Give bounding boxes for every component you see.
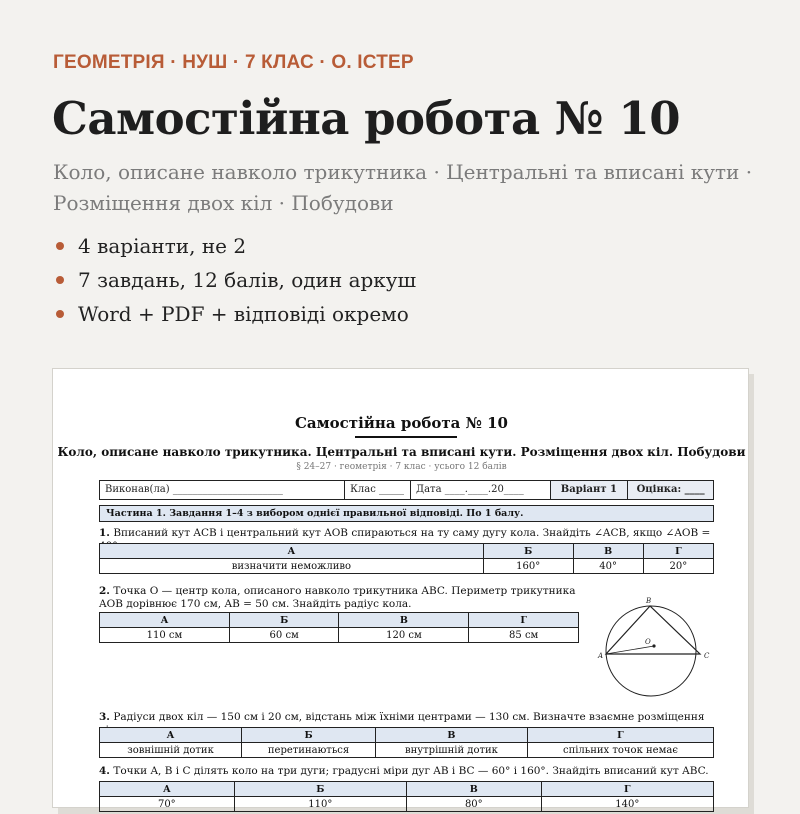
title-underline: [355, 436, 457, 438]
grade-field: Оцінка: ____: [628, 481, 713, 499]
page-title: Самостійна робота № 10: [52, 92, 681, 145]
answer-table-4: [99, 781, 714, 812]
question-number: 3.: [99, 711, 110, 723]
option-value: 140°: [541, 797, 713, 812]
worksheet-preview: [52, 368, 749, 808]
feature-item: [56, 232, 416, 266]
feature-text: 7 завдань, 12 балів, один аркуш: [78, 268, 417, 292]
option-header: В: [375, 728, 527, 743]
option-header: Г: [527, 728, 713, 743]
feature-list: [56, 232, 416, 334]
part1-heading: Частина 1. Завдання 1–4 з вибором однієї правильної відповіді. По 1 балу.: [99, 505, 714, 522]
option-value: 110°: [234, 797, 406, 812]
bullet-dot-icon: [56, 242, 64, 250]
label-a: A: [598, 652, 604, 660]
option-value: 80°: [406, 797, 541, 812]
option-value: перетинаються: [242, 743, 376, 758]
option-header: А: [100, 544, 484, 559]
option-value: 60 см: [229, 628, 339, 643]
question-number: 4.: [99, 765, 110, 777]
question-number: 1.: [99, 527, 110, 539]
feature-text: Word + PDF + відповіді окремо: [78, 302, 409, 326]
question-number: 2.: [99, 585, 110, 597]
option-value: спільних точок немає: [527, 743, 713, 758]
option-header: Г: [541, 782, 713, 797]
option-header: А: [100, 613, 230, 628]
feature-item: [56, 266, 416, 300]
option-header: В: [339, 613, 469, 628]
segment-ao: [606, 646, 654, 654]
option-value: визначити неможливо: [100, 559, 484, 574]
feature-item: [56, 300, 416, 334]
label-c: C: [704, 652, 710, 660]
option-header: Г: [469, 613, 579, 628]
class-field: Клас _____: [345, 481, 411, 499]
sheet-meta: § 24–27 · геометрія · 7 клас · усього 12 балів: [296, 462, 507, 472]
option-header: А: [100, 728, 242, 743]
question-text: Точка O — центр кола, описаного навколо трикутника ABC. Периметр трикутника AOB дорівнює 170 см, AB = 50 см. Знайдіть радіус кола.: [99, 585, 576, 610]
option-header: Б: [483, 544, 573, 559]
option-value: 85 см: [469, 628, 579, 643]
variant-label: Варіант 1: [551, 481, 629, 499]
student-info-bar: [99, 480, 714, 500]
answer-table-2: [99, 612, 579, 643]
date-field: Дата ____.____.20____: [411, 481, 551, 499]
feature-text: 4 варіанти, не 2: [78, 234, 247, 258]
bullet-dot-icon: [56, 276, 64, 284]
option-header: Б: [234, 782, 406, 797]
option-value: 70°: [100, 797, 235, 812]
option-value: 40°: [573, 559, 643, 574]
center-point: [652, 644, 655, 647]
option-header: А: [100, 782, 235, 797]
bullet-dot-icon: [56, 310, 64, 318]
circumcircle-figure: [598, 594, 711, 694]
option-header: Б: [242, 728, 376, 743]
label-o: O: [645, 638, 651, 646]
question-2: [99, 585, 589, 611]
option-value: 20°: [643, 559, 713, 574]
label-b: B: [646, 597, 652, 605]
sheet-subtitle: Коло, описане навколо трикутника. Центральні та вписані кути. Розміщення двох кіл. Побудови: [57, 445, 746, 459]
course-kicker: ГЕОМЕТРІЯ · НУШ · 7 КЛАС · О. ІСТЕР: [53, 52, 414, 73]
answer-table-1: [99, 543, 714, 574]
option-value: внутрішній дотик: [375, 743, 527, 758]
student-name-field: Виконав(ла) ______________________: [100, 481, 345, 499]
option-header: Г: [643, 544, 713, 559]
question-text: Вписаний кут ACB і центральний кут AOB спираються на ту саму дугу кола. Знайдіть ∠ACB, якщо ∠AOB =: [113, 527, 711, 539]
sheet-title: Самостійна робота № 10: [294, 414, 508, 432]
answer-table-3: [99, 727, 714, 758]
circumcircle: [606, 606, 696, 696]
option-value: 160°: [483, 559, 573, 574]
question-4: [99, 765, 719, 778]
page-subtitle: Коло, описане навколо трикутника · Центральні та вписані кути · Розміщення двох кіл · Побудови: [53, 160, 753, 215]
option-value: 120 см: [339, 628, 469, 643]
question-text: Точки A, B і C ділять коло на три дуги; градусні міри дуг AB і BC — 60° і 160°. Знайдіть вписаний кут ABC.: [113, 765, 709, 777]
question-text: Радіуси двох кіл — 150 см і 20 см, відстань між їхніми центрами — 130 см. Визначте взаємне розміщення: [113, 711, 705, 723]
option-header: Б: [229, 613, 339, 628]
option-header: В: [406, 782, 541, 797]
option-value: зовнішній дотик: [100, 743, 242, 758]
option-header: В: [573, 544, 643, 559]
option-value: 110 см: [100, 628, 230, 643]
